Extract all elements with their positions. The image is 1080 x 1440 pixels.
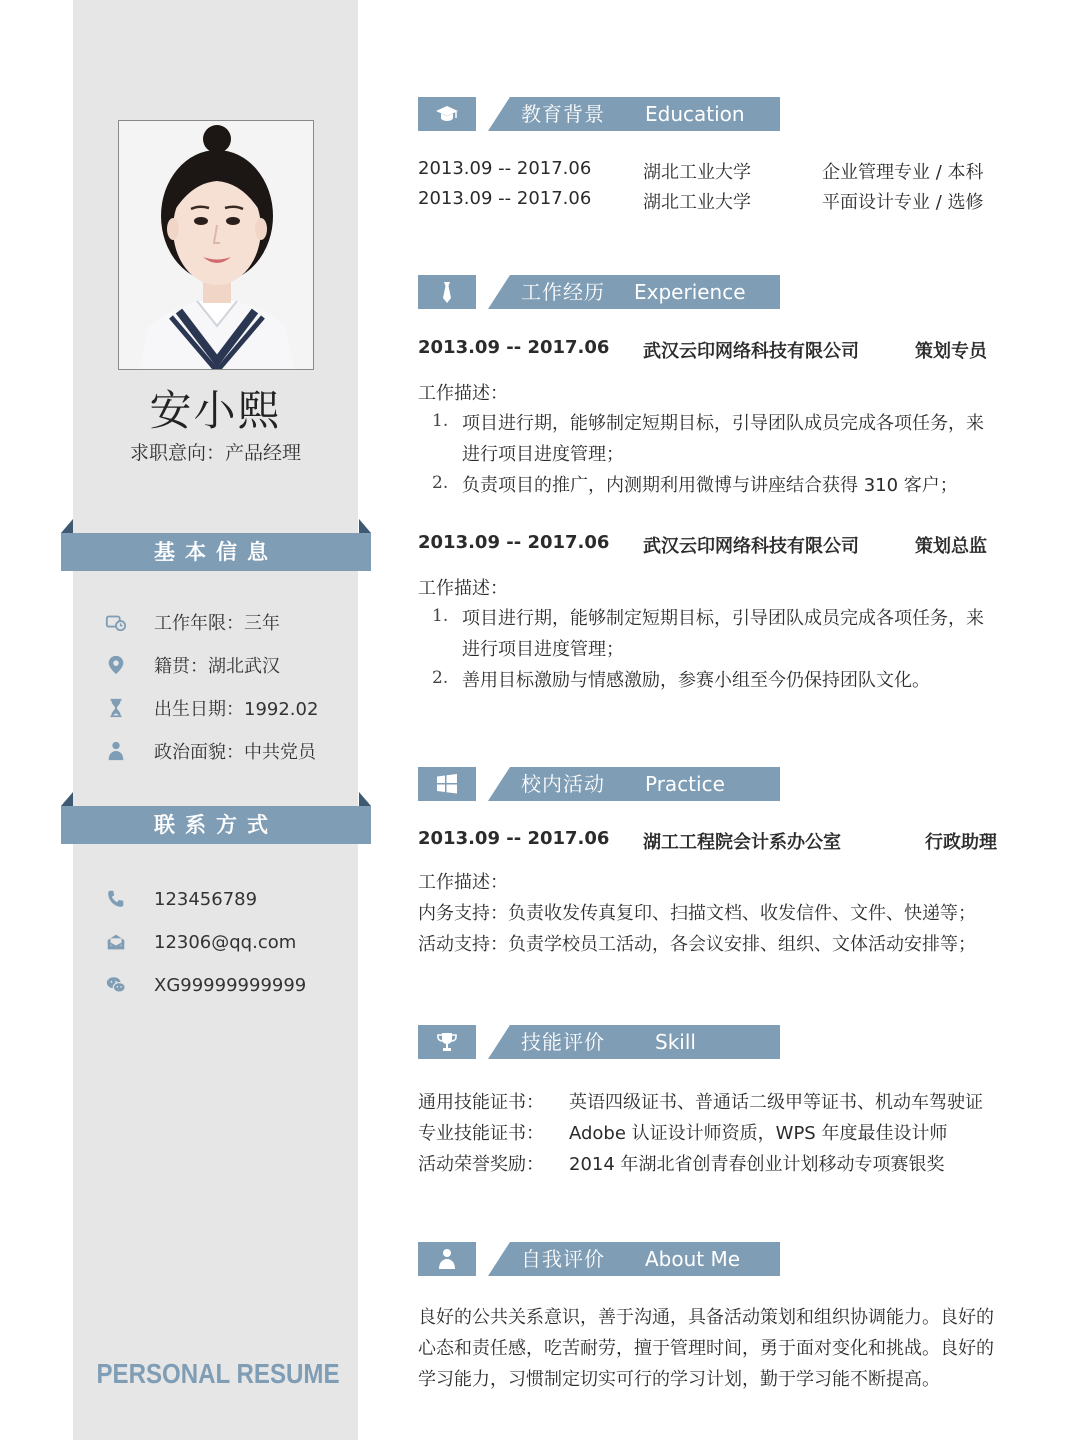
practice-role: 行政助理 — [925, 832, 997, 853]
info-birthdate — [104, 693, 318, 723]
practice-desc-label: 工作描述： — [418, 872, 508, 893]
contact-title: 联系方式 — [154, 813, 278, 837]
list-number: 2. — [432, 473, 449, 493]
job-desc-item-cont: 进行项目进度管理； — [462, 444, 624, 465]
skill-label: 专业技能证书： — [418, 1123, 544, 1144]
about-line: 良好的公共关系意识，善于沟通，具备活动策划和组织协调能力。良好的 — [418, 1307, 994, 1328]
practice-date: 2013.09 -- 2017.06 — [418, 828, 610, 849]
person-name: 安小熙 — [149, 386, 282, 435]
about-line: 学习能力，习惯制定切实可行的学习计划，勤于学习能不断提高。 — [418, 1369, 940, 1390]
about-header — [418, 1242, 780, 1276]
practice-header — [418, 767, 780, 801]
edu-date: 2013.09 -- 2017.06 — [418, 158, 592, 179]
contact-phone — [104, 884, 257, 914]
skill-value: 2014 年湖北省创青春创业计划移动专项赛银奖 — [569, 1154, 945, 1175]
brand-text: PERSONAL RESUME — [96, 1358, 340, 1389]
phone-icon — [104, 887, 128, 911]
skill-label: 通用技能证书： — [418, 1092, 544, 1113]
tie-icon — [418, 275, 476, 309]
practice-desc-line: 内务支持：负责收发传真复印、扫描文档、收发信件、文件、快递等； — [418, 903, 976, 924]
job-date: 2013.09 -- 2017.06 — [418, 532, 610, 553]
experience-header — [418, 275, 780, 309]
section-title-en: About Me — [645, 1247, 741, 1271]
list-number: 1. — [432, 411, 449, 431]
job-desc-item: 项目进行期，能够制定短期目标，引导团队成员完成各项任务，来 — [462, 608, 984, 629]
skill-value: 英语四级证书、普通话二级甲等证书、机动车驾驶证 — [569, 1092, 983, 1113]
section-title-cn: 技能评价 — [521, 1030, 605, 1054]
list-number: 1. — [432, 606, 449, 626]
section-title-en: Experience — [634, 280, 746, 304]
contact-text: 12306@qq.com — [154, 931, 297, 953]
info-text: 工作年限：三年 — [154, 613, 280, 634]
contact-text: 123456789 — [154, 888, 258, 910]
mail-icon — [104, 930, 128, 954]
skill-header — [418, 1025, 780, 1059]
job-desc-label: 工作描述： — [418, 578, 508, 599]
section-title-en: Practice — [645, 772, 725, 796]
job-intent: 求职意向：产品经理 — [129, 442, 301, 464]
edu-date: 2013.09 -- 2017.06 — [418, 188, 592, 209]
job-desc-item: 善用目标激励与情感激励，参赛小组至今仍保持团队文化。 — [462, 670, 930, 691]
job-desc-item: 负责项目的推广，内测期利用微博与讲座结合获得 310 客户； — [462, 475, 958, 496]
skill-value: Adobe 认证设计师资质，WPS 年度最佳设计师 — [569, 1123, 948, 1144]
edu-school: 湖北工业大学 — [643, 192, 751, 213]
job-desc-label: 工作描述： — [418, 383, 508, 404]
briefcase-clock-icon — [104, 610, 128, 634]
job-desc-item-cont: 进行项目进度管理； — [462, 639, 624, 660]
wechat-icon — [104, 973, 128, 997]
about-line: 心态和责任感，吃苦耐劳，擅于管理时间，勇于面对变化和挑战。良好的 — [418, 1338, 994, 1359]
contact-banner — [61, 806, 371, 844]
portrait-image — [119, 121, 314, 370]
info-political — [104, 736, 316, 766]
job-company: 武汉云印网络科技有限公司 — [643, 536, 859, 557]
education-header — [418, 97, 780, 131]
person-icon — [418, 1242, 476, 1276]
info-text: 籍贯：湖北武汉 — [154, 656, 280, 677]
section-title-cn: 工作经历 — [521, 280, 605, 304]
job-role: 策划总监 — [915, 536, 987, 557]
section-title-cn: 自我评价 — [521, 1247, 605, 1271]
section-title-en: Skill — [655, 1030, 696, 1054]
section-title-cn: 教育背景 — [521, 102, 605, 126]
job-desc-item: 项目进行期，能够制定短期目标，引导团队成员完成各项任务，来 — [462, 413, 984, 434]
basic-info-title: 基本信息 — [154, 540, 278, 564]
contact-text: XG99999999999 — [154, 974, 307, 996]
list-number: 2. — [432, 668, 449, 688]
basic-info-banner — [61, 533, 371, 571]
practice-org: 湖工工程院会计系办公室 — [643, 832, 841, 853]
practice-desc-line: 活动支持：负责学校员工活动，各会议安排、组织、文体活动安排等； — [418, 934, 976, 955]
trophy-icon — [418, 1025, 476, 1059]
section-title-en: Education — [645, 102, 745, 126]
location-pin-icon — [104, 653, 128, 677]
graduation-cap-icon — [418, 97, 476, 131]
banner-fold-right — [359, 792, 371, 806]
skill-label: 活动荣誉奖励： — [418, 1154, 544, 1175]
banner-fold-right — [359, 519, 371, 533]
profile-photo — [118, 120, 314, 370]
edu-major: 平面设计专业 / 选修 — [822, 192, 984, 213]
contact-email — [104, 927, 296, 957]
info-hometown — [104, 650, 280, 680]
banner-fold-left — [61, 792, 73, 806]
person-icon — [104, 739, 128, 763]
job-date: 2013.09 -- 2017.06 — [418, 337, 610, 358]
banner-fold-left — [61, 519, 73, 533]
info-work-years — [104, 607, 280, 637]
windows-icon — [418, 767, 476, 801]
job-role: 策划专员 — [915, 341, 987, 362]
hourglass-icon — [104, 696, 128, 720]
section-title-cn: 校内活动 — [521, 772, 605, 796]
info-text: 政治面貌：中共党员 — [154, 742, 316, 763]
contact-wechat — [104, 970, 306, 1000]
edu-major: 企业管理专业 / 本科 — [822, 162, 984, 183]
job-company: 武汉云印网络科技有限公司 — [643, 341, 859, 362]
edu-school: 湖北工业大学 — [643, 162, 751, 183]
info-text: 出生日期：1992.02 — [154, 699, 319, 720]
